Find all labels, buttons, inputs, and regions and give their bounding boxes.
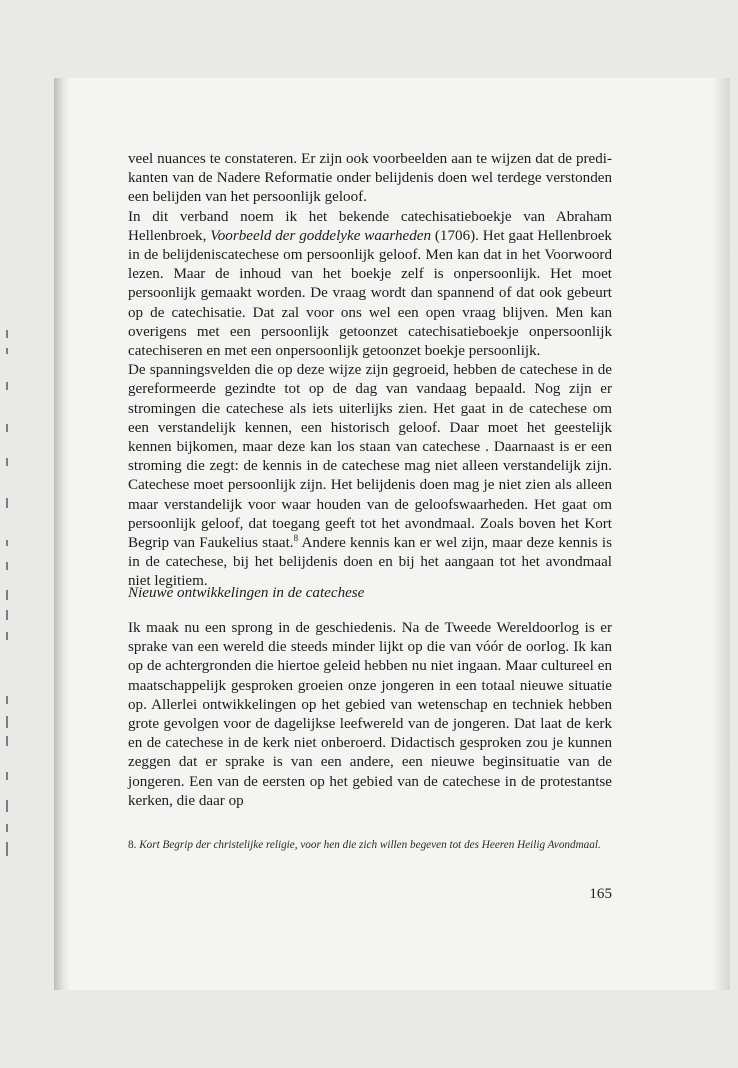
facing-page-edge-marks — [0, 300, 16, 860]
paragraph-3: De spanningsvelden die op deze wijze zijn gegroeid, hebben de catechese in de gereformeerde gezindte tot op de dag van vandaag bepaald. Nog zijn er stromingen die catechese als iets uiterlijks zien. Het gaat in de catechese om een verstandelijk kennen, een historisch geloof. Daar moet het geestelijk kennen bijkomen, maar deze kan los staan van catechese . Daarnaast is er een stroming die zegt: de kennis in de catechese mag niet alleen verstandelijk zijn. Catechese moet persoonlijk zijn. Het belijdenis doen mag je niet zien als alleen maar verstandelijk voor waar houden van de geloofswaarheden. Het gaat om persoonlijk geloof, dat toegang geeft tot het avondmaal. Zoals boven het Kort Begrip van Faukelius staat.$^8$ Andere kennis kan er wel zijn, maar deze kennis is in de catechese, bij het belijdenis doen en bij het aangaan tot het avondmaal niet legitiem. — [128, 362, 612, 590]
section-heading: Nieuwe ontwikkelingen in de catechese — [128, 585, 365, 601]
page-right-edge — [712, 78, 730, 990]
section-body — [128, 619, 612, 811]
body-text — [128, 150, 612, 592]
footnote-text: Kort Begrip der christelijke religie, voor hen die zich willen begeven tot des Heeren Heilig Avondmaal. — [139, 839, 601, 851]
book-title: Voorbeeld der goddelyke waarheden — [210, 227, 432, 244]
page-number: 165 — [589, 886, 612, 902]
footnote-number: 8. — [128, 839, 137, 851]
paragraph-1: veel nuances te constateren. Er zijn ook voorbeelden aan te wijzen dat de predikanten van de Nadere Reformatie onder belijdenis doen wel terdege verstonden een belijden van het persoonlijk geloof. — [128, 151, 612, 206]
section-paragraph: Ik maak nu een sprong in de geschiedenis. Na de Tweede Wereldoorlog is er sprake van een wereld die steeds minder lijkt op die van vóór de oorlog. Ik kan op de achtergronden die hiertoe geleid hebben nu niet ingaan. Maar cultureel en maatschappelijk gesproken groeien onze jongeren in een totaal nieuwe situatie op. Allerlei ontwikkelingen op het gebied van wetenschap en techniek hebben grote gevolgen voor de dagelijkse leefwereld van de jongeren. Dat laat de kerk en de catechese in de kerk niet onberoerd. Didactisch gesproken zou je kunnen zeggen dat er sprake is van een andere, een nieuwe beginsituatie van de jongeren. Een van de eersten op het gebied van de catechese in de protestantse kerken, die daar op — [128, 620, 612, 809]
footnote-reference: 8 — [293, 533, 299, 544]
footnote — [128, 838, 612, 854]
paragraph-2: In dit verband noem ik het bekende catechisatieboekje van Abraham Hellenbroek, Voorbeeld der goddelyke waarheden (1706). Het gaat Hellenbroek in de belijdeniscatechese om persoonlijk geloof. Men kan dat in het Voorwoord lezen. Maar de inhoud van het boekje zelf is onpersoonlijk. Het moet persoonlijk gemaakt worden. De vraag wordt dan spannend of dat ook gebeurt op de catechisatie. Dat zal voor ons wel een open vraag blijven. Men kan overigens met een persoonlijk getoonzet catechisatieboekje onpersoonlijk catechiseren en met een onpersoonlijk getoonzet boekje persoonlijk. — [128, 208, 612, 360]
page-gutter-shadow — [54, 78, 70, 990]
